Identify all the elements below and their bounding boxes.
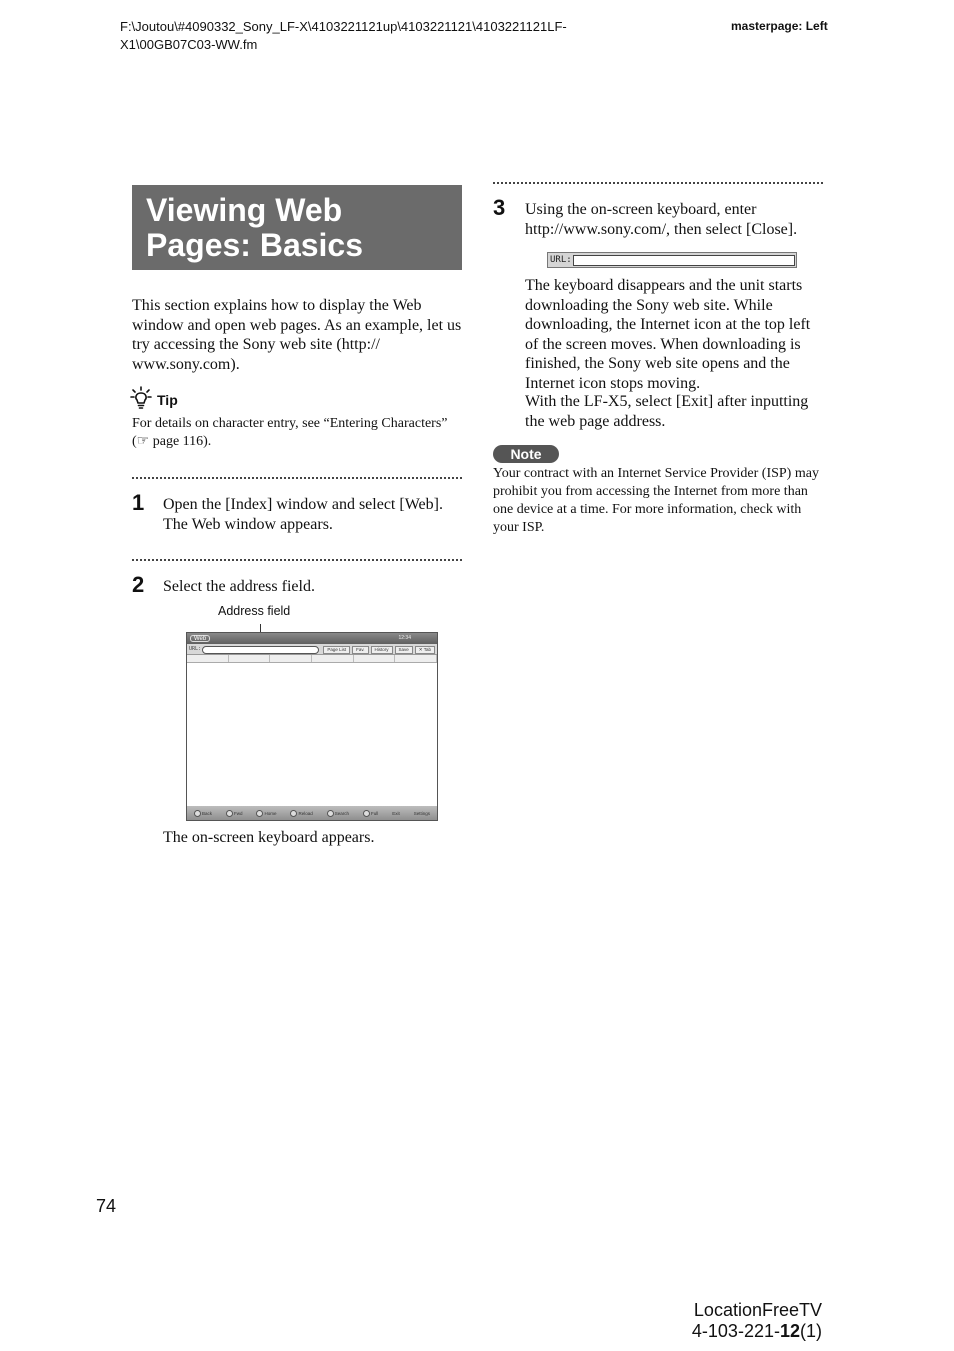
- screen-home-control[interactable]: [256, 810, 276, 817]
- step-3-result: The keyboard disappears and the unit starts downloading the Sony web site. While downloading, the Internet icon at the top left of the screen moves. When downloading is finished, the Sony web site opens and the Internet icon stops moving.: [525, 277, 811, 392]
- step-divider: [132, 559, 462, 561]
- address-field-callout: Address field: [218, 604, 291, 618]
- footer-product-code: [692, 1300, 822, 1342]
- home-icon: [256, 810, 263, 817]
- footer-code-prefix: 4-103-221-: [691, 1321, 780, 1341]
- screen-save-button[interactable]: Save: [395, 646, 413, 654]
- footer-code: [692, 1321, 822, 1342]
- lightbulb-icon: [130, 386, 152, 410]
- screen-home-label: Home: [264, 810, 277, 816]
- screen-web-tag: Web: [190, 635, 210, 642]
- step-divider: [493, 182, 823, 184]
- screen-forward-control[interactable]: [226, 810, 243, 817]
- note-text: Your contract with an Internet Service Provider (ISP) may prohibit you from accessing the Internet from more than one device at a time. For more information, check with your ISP.: [493, 466, 819, 535]
- screen-tab[interactable]: [395, 655, 437, 662]
- url-field-label: URL:: [550, 255, 572, 265]
- footer-code-suffix: (1): [800, 1321, 822, 1341]
- screen-tab[interactable]: [354, 655, 396, 662]
- back-icon: [194, 810, 201, 817]
- section-title-box: [132, 185, 462, 270]
- screen-settings-label: Settings: [413, 810, 430, 816]
- screen-close-tab-button[interactable]: ✕ Tab: [415, 646, 435, 654]
- screen-history-button[interactable]: History: [371, 646, 393, 654]
- screen-reload-control[interactable]: [290, 810, 312, 817]
- step-3-lfx5-note: With the LF-X5, select [Exit] after inputting the web page address.: [525, 393, 809, 430]
- step-number-2: 2: [132, 572, 145, 597]
- tip-text: [132, 415, 462, 451]
- screen-url-label: URL:: [189, 646, 202, 652]
- screen-back-label: Back: [201, 810, 212, 816]
- screen-address-field[interactable]: [202, 646, 319, 654]
- screen-search-control[interactable]: [327, 810, 349, 817]
- screen-exit-label: Exit: [392, 810, 400, 816]
- screen-toolbar-buttons: [323, 646, 435, 654]
- search-icon: [327, 810, 334, 817]
- masterpage-label: masterpage: Left: [731, 19, 828, 33]
- tip-text-before: For details on character entry, see “Entering Characters” (: [132, 416, 448, 449]
- url-field-illustration: [547, 252, 797, 268]
- screen-back-control[interactable]: [194, 810, 212, 817]
- section-title: [146, 193, 448, 263]
- fullscreen-icon: [363, 810, 370, 817]
- screen-search-label: Search: [334, 810, 349, 816]
- tip-text-after: page 116).: [149, 434, 212, 449]
- tip-label: Tip: [157, 392, 178, 408]
- forward-icon: [226, 810, 233, 817]
- page-number: 74: [96, 1196, 117, 1216]
- step-2-result: The on-screen keyboard appears.: [163, 829, 375, 846]
- screen-forward-label: Fwd: [233, 810, 243, 816]
- step-1-text: Open the [Index] window and select [Web]. The Web window appears.: [163, 496, 443, 533]
- step-3-text: Using the on-screen keyboard, enter http://www.sony.com/, then select [Close].: [525, 201, 798, 238]
- screen-full-control[interactable]: [363, 810, 378, 817]
- footer-code-bold: 12: [779, 1321, 800, 1341]
- tip-heading: [130, 386, 178, 410]
- screen-tab[interactable]: [312, 655, 354, 662]
- screen-fav-button[interactable]: Fav.: [352, 646, 368, 654]
- pointer-icon: ☞: [136, 434, 150, 449]
- screen-title-bar: [187, 633, 437, 644]
- screen-tab[interactable]: [187, 655, 229, 662]
- screen-page-list-button[interactable]: Page List: [323, 646, 350, 654]
- step-divider: [132, 477, 462, 479]
- screen-tab[interactable]: [270, 655, 312, 662]
- screen-control-bar: [187, 806, 437, 820]
- intro-paragraph: This section explains how to display the Web window and open web pages. As an example, let us try accessing the Sony web site (http:// www.sony.com).: [132, 297, 462, 373]
- screen-tab[interactable]: [229, 655, 271, 662]
- screen-tab-strip: [187, 655, 437, 663]
- section-title-line2: Pages: Basics: [146, 227, 364, 263]
- screen-clock: 12:34: [398, 635, 411, 641]
- web-window-screenshot: [186, 632, 438, 821]
- footer-product-name: LocationFreeTV: [693, 1300, 822, 1320]
- step-2-text: Select the address field.: [163, 578, 315, 595]
- screen-reload-label: Reload: [298, 810, 313, 816]
- note-badge: Note: [493, 445, 559, 463]
- step-number-3: 3: [493, 195, 506, 220]
- screen-exit-control[interactable]: [392, 811, 400, 816]
- url-input-box[interactable]: [573, 255, 795, 266]
- reload-icon: [290, 810, 297, 817]
- step-number-1: 1: [132, 490, 145, 515]
- section-title-line1: Viewing Web: [146, 192, 343, 228]
- file-path-header: F:\Joutou\#4090332_Sony_LF-X\4103221121up\4103221121\4103221121LF-X1\00GB07C03-WW.fm: [120, 19, 567, 52]
- screen-full-label: Full: [370, 810, 379, 816]
- screen-settings-control[interactable]: [414, 811, 430, 816]
- screen-address-bar: [187, 644, 437, 655]
